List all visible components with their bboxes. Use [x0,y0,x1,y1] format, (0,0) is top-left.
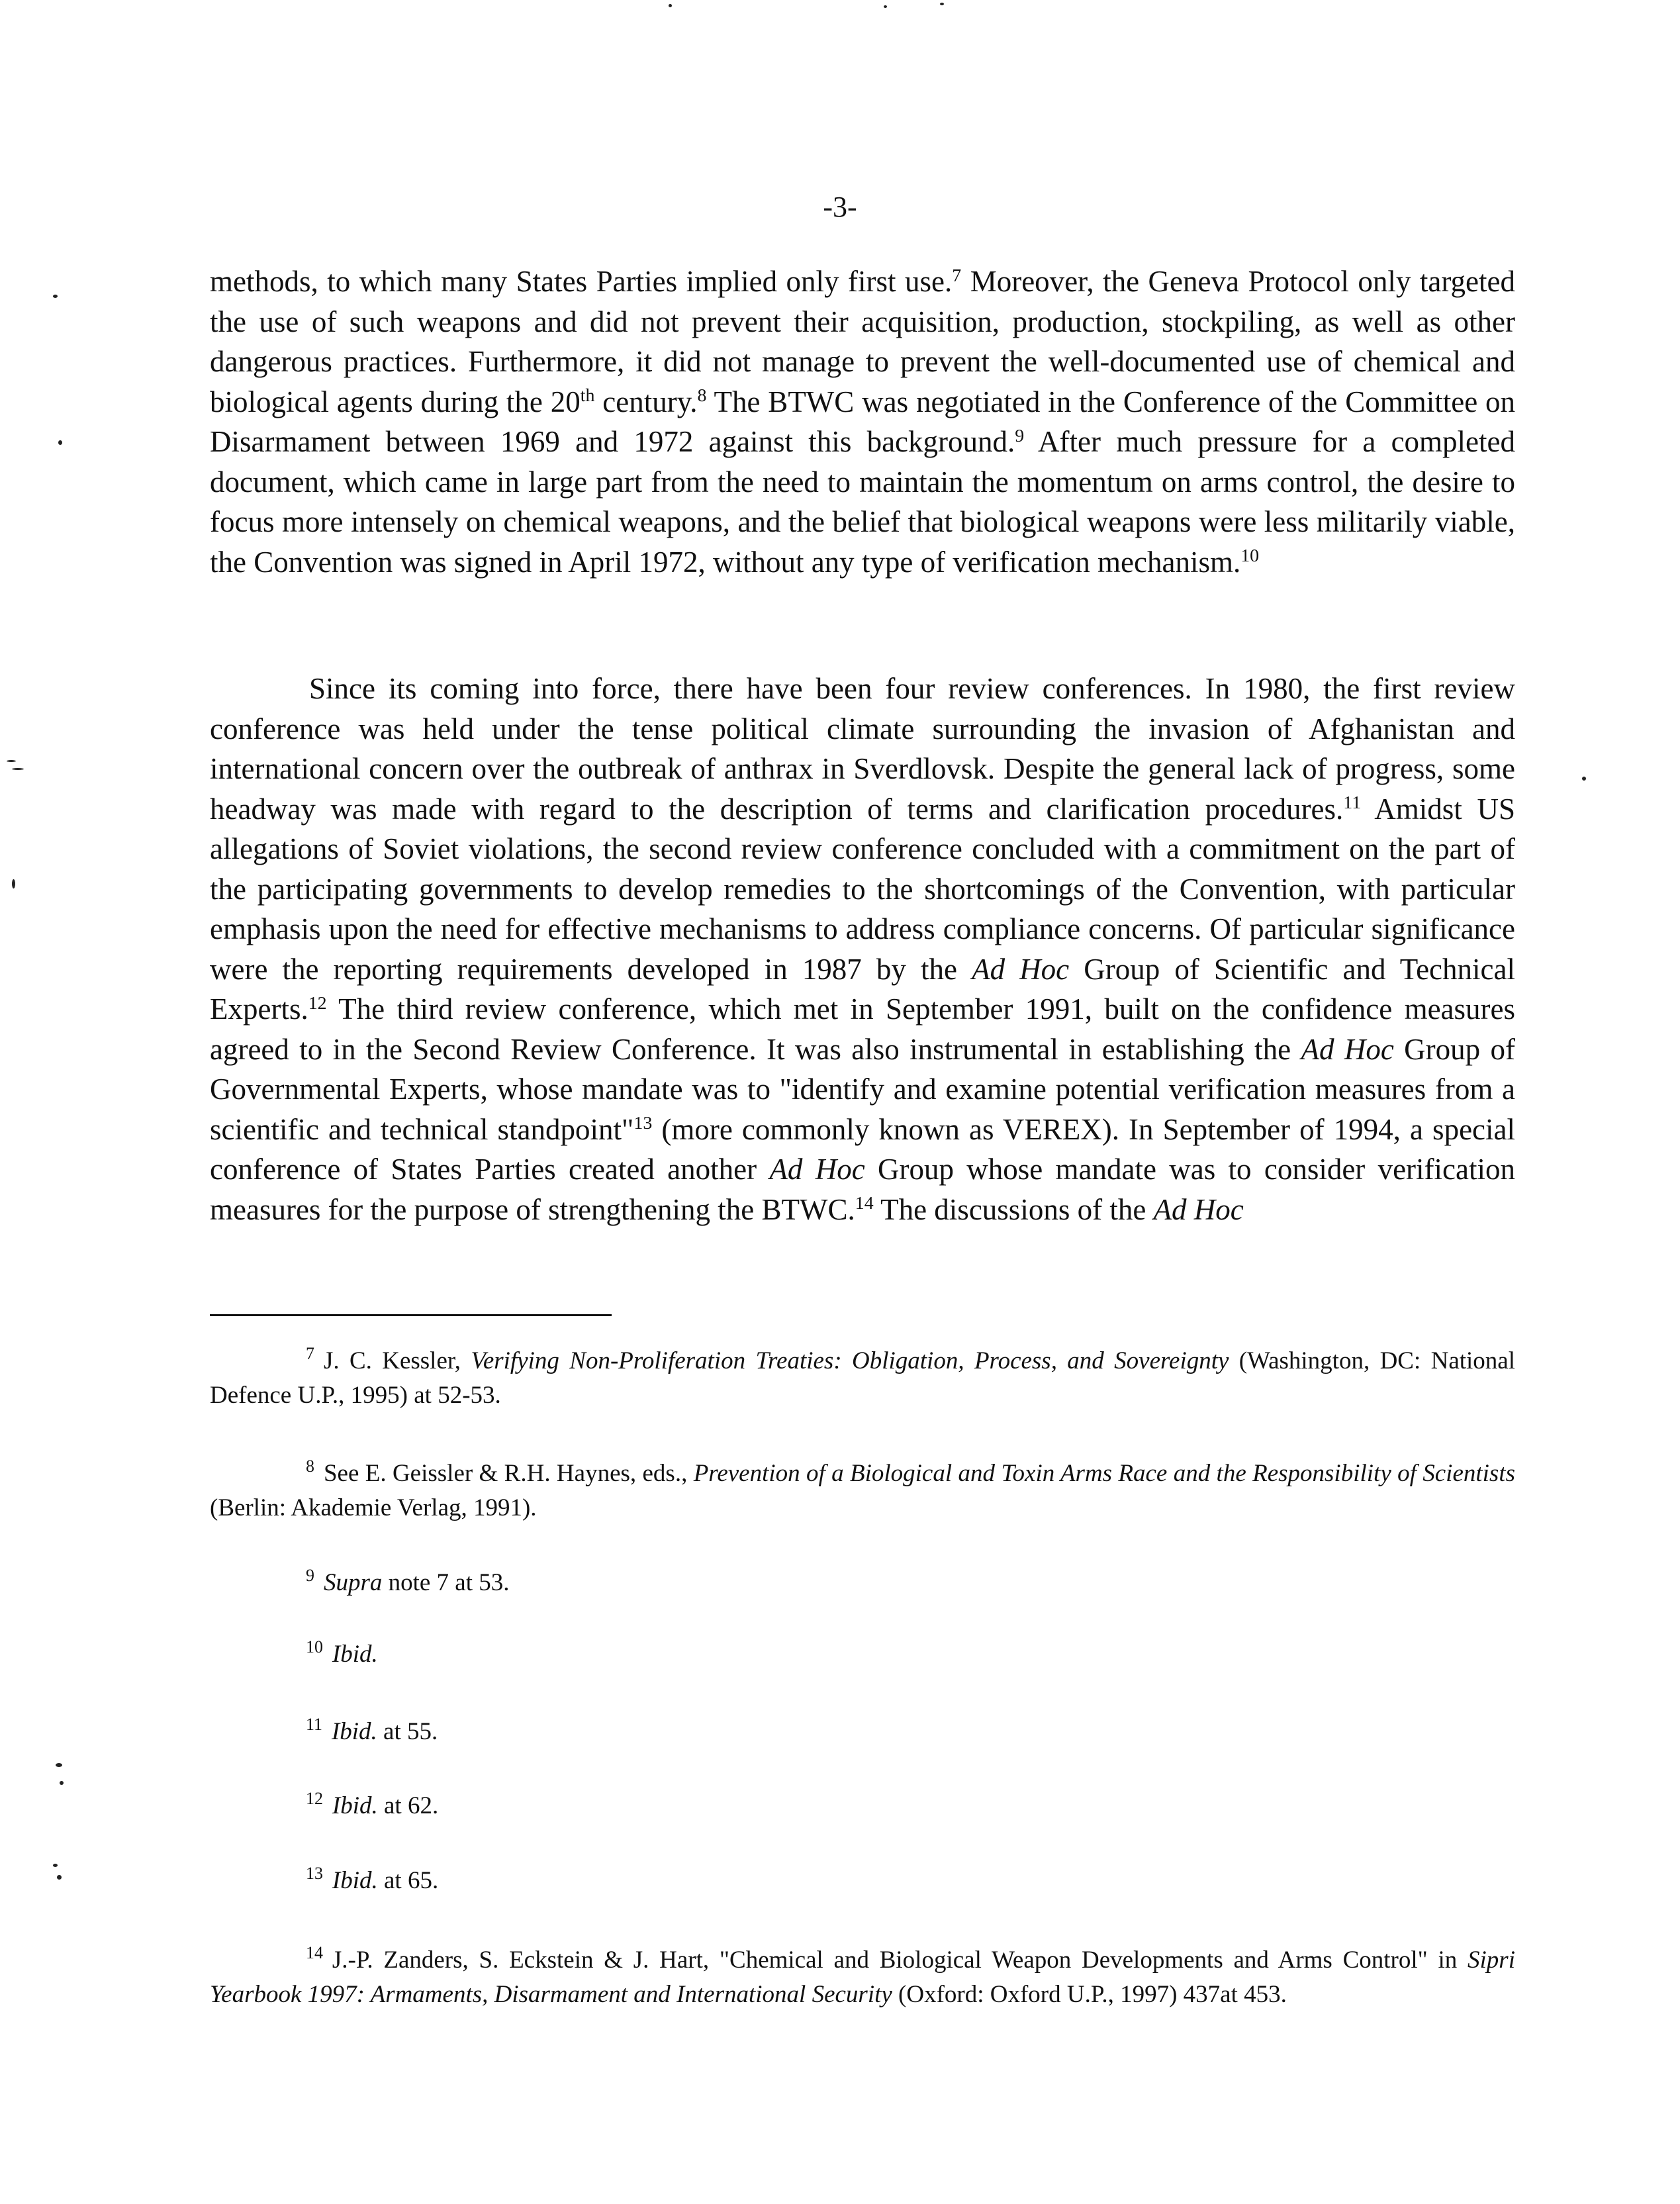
scan-speck [7,760,16,762]
footnote-separator-rule [210,1314,612,1316]
superscript-th: th [580,385,595,407]
footnote-ref-12: 12 [308,992,327,1014]
scan-speck [1582,777,1586,781]
scan-speck [12,879,15,888]
footnote-ref-10: 10 [1240,546,1260,567]
scan-speck [60,1781,64,1785]
page-number: -3- [823,191,857,223]
scan-speck [669,4,672,7]
scan-speck [53,295,58,298]
footnote-8: $^8$ See E. Geissler & R.H. Haynes, eds., Prevention of a Biological and Toxin Arms Race and the Responsibility of Scientists (Berlin: Akademie Verlag, 1991). [210,1456,1516,1521]
footnote-ref-8: 8 [697,385,707,407]
footnote-10: $^{10}$ Ibid. [306,1637,378,1668]
footnote-ref-14: 14 [855,1193,874,1214]
scan-speck [56,1763,62,1767]
scan-speck [12,768,24,770]
scan-speck [884,5,887,8]
footnote-9: $^9$ Supra note 7 at 53. [306,1565,510,1596]
footnote-ref-11: 11 [1343,792,1362,814]
scan-speck [940,3,944,5]
scan-speck [58,440,62,445]
footnote-14: $^{14}$ J.-P. Zanders, S. Eckstein & J. Hart, "Chemical and Biological Weapon Developments and Arms Control" in Sipri Yearbook 1997: Armaments, Disarmament and International Security (Oxford: Oxford U.P., 1997) 437at 453. [210,1942,1515,2008]
footnote-11: $^{11}$ Ibid. at 55. [306,1714,438,1745]
footnote-ref-9: 9 [1015,425,1025,446]
footnote-ref-13: 13 [633,1113,653,1134]
footnote-ref-7: 7 [952,265,962,286]
footnote-7: $^7$ J. C. Kessler, Verifying Non-Proliferation Treaties: Obligation, Process, and Sovereignty (Washington, DC: National Defence U.P., 1995) at 52-53. [210,1343,1516,1409]
body-paragraph-2: Since its coming into force, there have been four review conferences. In 1980, the first review conference was held under the tense political climate surrounding the invasion of Afghanistan and international concern over the outbreak of anthrax in Sverdlovsk. Despite the general lack of progress, some headway was made with regard to the description of terms and clarification procedures.$^{11}$ Amidst US allegations of Soviet violations, the second review conference concluded with a commitment on the part of the participating governments to develop remedies to the shortcomings of the Convention, with particular emphasis upon the need for effective mechanisms to address compliance concerns. Of particular significance were the reporting requirements developed in 1987 by the Ad Hoc Group of Scientific and Technical Experts.$^{12}$ The third review conference, which met in September 1991, built on the confidence measures agreed to in the Second Review Conference. It was also instrumental in establishing the Ad Hoc Group of Governmental Experts, whose mandate was to "identify and examine potential verification measures from a scientific and technical standpoint"$^{13}$ (more commonly known as VEREX). In September of 1994, a special conference of States Parties created another Ad Hoc Group whose mandate was to consider verification measures for the purpose of strengthening the BTWC.$^{14}$ The discussions of the Ad Hoc [210,672,1515,1226]
body-paragraph-1: methods, to which many States Parties implied only first use.$^7$ Moreover, the Geneva Protocol only targeted the use of such weapons and did not prevent their acquisition, production, stockpiling, as well as other dangerous practices. Furthermore, it did not manage to prevent the well-documented use of chemical and biological agents during the 20th century.$^8$ The BTWC was negotiated in the Conference of the Committee on Disarmament between 1969 and 1972 against this background.$^9$ After much pressure for a completed document, which came in large part from the need to maintain the momentum on arms control, the desire to focus more intensely on chemical weapons, and the belief that biological weapons were less militarily viable, the Convention was signed in April 1972, without any type of verification mechanism.$^{10}$ [210,265,1516,579]
scan-speck [57,1875,62,1880]
footnote-12: $^{12}$ Ibid. at 62. [306,1788,439,1819]
footnote-13: $^{13}$ Ibid. at 65. [306,1863,439,1894]
scan-speck [53,1864,58,1867]
